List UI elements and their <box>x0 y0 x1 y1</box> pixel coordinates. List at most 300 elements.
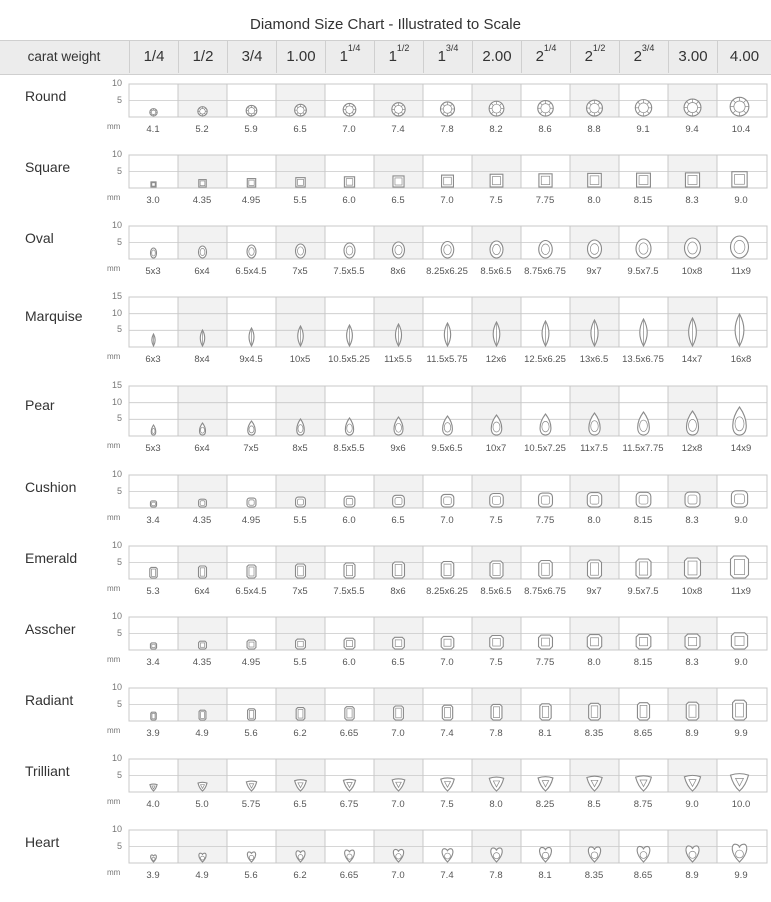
carat-fraction: 1/4 <box>347 43 361 53</box>
shape-name-round: Round <box>25 88 67 104</box>
carat-whole: 1 <box>388 48 397 65</box>
size-label: 12x8 <box>681 443 703 454</box>
size-label: 11.5x7.75 <box>622 443 664 454</box>
size-label: 4.9 <box>195 728 209 739</box>
size-label: 9x7 <box>586 266 602 277</box>
diamond-mark <box>199 499 207 507</box>
size-label: 3.4 <box>146 515 160 526</box>
size-label: 8.1 <box>538 728 552 739</box>
diamond-mark <box>347 325 353 346</box>
size-label: 8.1 <box>538 870 552 881</box>
diamond-mark <box>491 704 502 720</box>
diamond-mark <box>199 641 207 649</box>
size-label: 11x5.5 <box>384 354 412 365</box>
diamond-mark <box>489 101 504 116</box>
size-label: 7x5 <box>243 443 259 454</box>
diamond-mark <box>393 242 405 258</box>
diamond-mark <box>345 707 354 720</box>
diamond-mark <box>394 706 404 720</box>
mm-unit-label: mm <box>107 352 121 361</box>
chart-title: Diamond Size Chart - Illustrated to Scale <box>250 16 521 33</box>
diamond-mark <box>296 497 306 507</box>
diamond-mark <box>635 100 651 116</box>
size-label: 5.75 <box>241 799 261 810</box>
diamond-mark <box>344 563 355 578</box>
size-label: 4.95 <box>241 195 261 206</box>
diamond-mark <box>344 243 355 258</box>
carat-header-cell: 2.00 <box>472 40 521 73</box>
size-label: 10x5 <box>289 354 311 365</box>
size-label: 6.2 <box>293 870 307 881</box>
diamond-mark <box>442 175 454 187</box>
carat-fraction: 1/2 <box>592 43 606 53</box>
diamond-mark <box>393 637 405 649</box>
size-label: 8.25x6.25 <box>426 266 468 277</box>
axis-tick: 10 <box>111 78 122 88</box>
size-label: 8.0 <box>587 657 601 668</box>
shape-name-heart: Heart <box>25 834 60 850</box>
diamond-mark <box>685 173 699 187</box>
mm-unit-label: mm <box>107 122 121 131</box>
mm-unit-label: mm <box>107 797 121 806</box>
diamond-mark <box>636 559 651 578</box>
mm-unit-label: mm <box>107 513 121 522</box>
diamond-mark <box>539 493 553 507</box>
diamond-mark <box>441 242 454 259</box>
shape-name-trilliant: Trilliant <box>25 763 70 779</box>
diamond-mark <box>296 708 305 720</box>
carat-fraction: 3/4 <box>445 43 459 53</box>
diamond-mark <box>685 492 700 507</box>
size-label: 8x4 <box>194 354 210 365</box>
diamond-mark <box>538 101 553 116</box>
diamond-mark <box>151 712 156 720</box>
size-label: 7x5 <box>292 266 308 277</box>
shape-name-pear: Pear <box>25 397 55 413</box>
size-label: 12.5x6.25 <box>524 354 566 365</box>
size-label: 11x9 <box>731 266 751 277</box>
size-label: 6.0 <box>342 657 356 668</box>
size-label: 8.0 <box>587 515 601 526</box>
axis-tick: 15 <box>111 380 122 390</box>
size-label: 3.9 <box>146 728 160 739</box>
diamond-mark <box>588 240 602 258</box>
size-label: 8x5 <box>292 443 308 454</box>
diamond-mark <box>490 561 503 578</box>
diamond-mark <box>686 702 698 720</box>
size-label: 8.15 <box>633 657 653 668</box>
size-label: 6.5 <box>391 657 405 668</box>
axis-tick: 10 <box>111 824 122 834</box>
diamond-mark <box>296 244 306 258</box>
size-label: 5.9 <box>244 124 258 135</box>
diamond-mark <box>247 498 256 507</box>
size-label: 8x6 <box>390 266 406 277</box>
size-label: 8x6 <box>390 586 406 597</box>
axis-tick: 10 <box>111 682 122 692</box>
carat-fraction: 3/4 <box>641 43 655 53</box>
size-label: 3.9 <box>146 870 160 881</box>
carat-header-cell: 1/4 <box>129 40 178 73</box>
size-label: 7.0 <box>342 124 356 135</box>
diamond-mark <box>540 704 551 720</box>
diamond-mark <box>685 634 700 649</box>
carat-header-cell: 3/4 <box>227 40 276 73</box>
size-label: 9.5x6.5 <box>431 443 463 454</box>
diamond-mark <box>636 634 651 649</box>
diamond-mark <box>199 180 206 187</box>
diamond-mark <box>636 492 651 507</box>
size-label: 7.4 <box>440 728 454 739</box>
diamond-mark <box>685 238 701 258</box>
size-label: 8.3 <box>685 195 699 206</box>
diamond-mark <box>539 174 552 187</box>
size-label: 6.0 <box>342 195 356 206</box>
size-label: 10.4 <box>731 124 751 135</box>
size-label: 4.35 <box>192 515 212 526</box>
diamond-mark <box>588 173 602 187</box>
axis-tick: 10 <box>111 540 122 550</box>
carat-whole: 2 <box>633 48 642 65</box>
size-label: 7.8 <box>489 870 503 881</box>
size-label: 8.15 <box>633 195 653 206</box>
size-label: 7x5 <box>292 586 308 597</box>
size-label: 8.3 <box>685 515 699 526</box>
size-label: 8.8 <box>587 124 601 135</box>
axis-tick: 5 <box>116 556 122 567</box>
size-label: 6x4 <box>194 266 210 277</box>
diamond-mark <box>392 103 405 116</box>
size-label: 6x4 <box>194 443 210 454</box>
diamond-mark <box>637 703 649 720</box>
size-label: 6.5 <box>293 799 307 810</box>
carat-header-cell: 1.00 <box>276 40 325 73</box>
size-label: 11x9 <box>731 586 751 597</box>
size-label: 8.5x5.5 <box>333 443 365 454</box>
size-label: 9.0 <box>734 515 748 526</box>
size-label: 11x7.5 <box>580 443 608 454</box>
diamond-mark <box>587 100 603 116</box>
size-label: 8.5x6.5 <box>480 266 512 277</box>
axis-tick: 5 <box>116 840 122 851</box>
size-label: 8.0 <box>489 799 503 810</box>
diamond-mark <box>587 493 601 507</box>
size-label: 4.35 <box>192 195 212 206</box>
size-label: 7.75 <box>535 657 555 668</box>
diamond-mark <box>295 104 307 116</box>
size-label: 10x8 <box>681 266 703 277</box>
size-label: 5x3 <box>145 443 161 454</box>
size-label: 6.2 <box>293 728 307 739</box>
size-label: 7.8 <box>489 728 503 739</box>
diamond-mark <box>442 705 452 720</box>
size-label: 10x8 <box>681 586 703 597</box>
size-label: 3.0 <box>146 195 160 206</box>
size-label: 5x3 <box>145 266 161 277</box>
diamond-mark <box>247 179 255 187</box>
size-label: 8.9 <box>685 870 699 881</box>
size-label: 8.9 <box>685 728 699 739</box>
diamond-mark <box>490 241 503 258</box>
size-label: 8.5x6.5 <box>480 586 512 597</box>
diamond-mark <box>247 565 256 578</box>
size-label: 4.95 <box>241 515 261 526</box>
size-label: 13.5x6.75 <box>622 354 664 365</box>
diamond-mark <box>730 97 749 116</box>
axis-tick: 10 <box>111 396 122 407</box>
size-label: 9.0 <box>685 799 699 810</box>
size-label: 8.15 <box>633 515 653 526</box>
diamond-mark <box>150 501 156 507</box>
mm-unit-label: mm <box>107 264 121 273</box>
size-label: 6.5 <box>293 124 307 135</box>
size-label: 9.9 <box>734 870 748 881</box>
mm-unit-label: mm <box>107 868 121 877</box>
size-label: 8.75x6.75 <box>524 266 566 277</box>
diamond-mark <box>636 239 651 258</box>
size-label: 4.35 <box>192 657 212 668</box>
size-label: 6x4 <box>194 586 210 597</box>
size-label: 6.0 <box>342 515 356 526</box>
size-label: 7.5 <box>440 799 454 810</box>
axis-tick: 10 <box>111 220 122 230</box>
size-label: 5.5 <box>293 515 307 526</box>
axis-tick: 5 <box>116 769 122 780</box>
size-label: 7.4 <box>440 870 454 881</box>
diamond-mark <box>150 643 156 649</box>
diamond-mark <box>731 556 749 578</box>
size-label: 8.2 <box>489 124 503 135</box>
size-label: 10.5x7.25 <box>524 443 566 454</box>
axis-tick: 10 <box>111 149 122 159</box>
carat-header-cell: 4.00 <box>717 40 771 73</box>
size-label: 9.4 <box>685 124 699 135</box>
size-label: 7.0 <box>440 515 454 526</box>
size-label: 14x9 <box>730 443 752 454</box>
diamond-mark <box>731 491 747 507</box>
diamond-mark <box>587 635 601 649</box>
size-label: 9x7 <box>586 586 602 597</box>
diamond-mark <box>539 635 553 649</box>
size-label: 7.4 <box>391 124 405 135</box>
size-label: 8.6 <box>538 124 552 135</box>
axis-tick: 5 <box>116 698 122 709</box>
shape-name-oval: Oval <box>25 230 54 246</box>
axis-tick: 5 <box>116 236 122 247</box>
size-label: 5.6 <box>244 870 258 881</box>
diamond-mark <box>343 103 356 116</box>
shape-name-cushion: Cushion <box>25 479 77 495</box>
size-label: 6.5x4.5 <box>235 586 267 597</box>
diamond-mark <box>296 178 305 187</box>
size-label: 7.0 <box>440 195 454 206</box>
diamond-mark <box>589 703 601 720</box>
size-label: 9.0 <box>734 657 748 668</box>
axis-tick: 5 <box>116 485 122 496</box>
diamond-mark <box>684 99 701 116</box>
diamond-mark <box>441 636 454 649</box>
size-label: 10x7 <box>485 443 507 454</box>
mm-unit-label: mm <box>107 655 121 664</box>
diamond-mark <box>151 248 157 258</box>
mm-unit-label: mm <box>107 441 121 450</box>
diamond-mark <box>393 495 405 507</box>
size-label: 4.9 <box>195 870 209 881</box>
size-label: 7.5 <box>489 657 503 668</box>
diamond-mark <box>732 172 747 187</box>
size-label: 4.0 <box>146 799 160 810</box>
diamond-mark <box>539 241 553 259</box>
diamond-mark <box>490 494 504 508</box>
axis-tick: 5 <box>116 627 122 638</box>
size-label: 6.5 <box>391 195 405 206</box>
size-label: 12x6 <box>485 354 507 365</box>
diamond-mark <box>199 710 206 720</box>
diamond-mark <box>248 709 256 720</box>
size-label: 6.65 <box>339 870 359 881</box>
axis-tick: 5 <box>116 94 122 105</box>
axis-tick: 10 <box>111 611 122 621</box>
diamond-mark <box>395 324 401 346</box>
size-label: 4.1 <box>146 124 160 135</box>
size-label: 7.5x5.5 <box>333 586 365 597</box>
size-label: 7.0 <box>440 657 454 668</box>
size-label: 8.25x6.25 <box>426 586 468 597</box>
diamond-mark <box>685 558 701 578</box>
shape-name-emerald: Emerald <box>25 550 78 566</box>
diamond-mark <box>344 638 355 649</box>
diamond-mark <box>150 109 157 116</box>
diamond-mark <box>150 567 157 578</box>
diamond-mark <box>731 236 749 258</box>
size-label: 5.6 <box>244 728 258 739</box>
axis-tick: 5 <box>116 413 122 424</box>
shape-name-marquise: Marquise <box>25 308 83 324</box>
carat-whole: 1 <box>339 48 348 65</box>
diamond-mark <box>199 246 207 258</box>
size-label: 10.0 <box>731 799 751 810</box>
mm-unit-label: mm <box>107 726 121 735</box>
diamond-mark <box>152 334 155 346</box>
size-label: 9.5x7.5 <box>627 266 659 277</box>
size-label: 9x4.5 <box>239 354 263 365</box>
diamond-mark <box>588 560 602 578</box>
size-label: 8.75x6.75 <box>524 586 566 597</box>
size-label: 7.0 <box>391 728 405 739</box>
size-label: 7.5 <box>489 515 503 526</box>
carat-whole: 1 <box>437 48 446 65</box>
shape-name-square: Square <box>25 159 71 175</box>
diamond-mark <box>298 326 304 346</box>
size-label: 7.75 <box>535 515 555 526</box>
size-label: 7.0 <box>391 799 405 810</box>
diamond-mark <box>344 177 354 187</box>
size-label: 8.65 <box>633 870 653 881</box>
size-label: 8.3 <box>685 657 699 668</box>
axis-tick: 10 <box>111 307 122 318</box>
carat-whole: 2 <box>584 48 593 65</box>
carat-header-cell: 1/2 <box>178 40 227 73</box>
size-label: 5.2 <box>195 124 209 135</box>
diamond-mark <box>296 564 306 578</box>
mm-unit-label: mm <box>107 584 121 593</box>
size-label: 9.0 <box>734 195 748 206</box>
size-label: 16x8 <box>730 354 752 365</box>
diamond-mark <box>490 636 504 650</box>
size-label: 13x6.5 <box>579 354 609 365</box>
diamond-mark <box>490 174 503 187</box>
size-label: 8.0 <box>587 195 601 206</box>
diamond-mark <box>440 102 454 116</box>
size-label: 5.5 <box>293 657 307 668</box>
size-label: 9x6 <box>390 443 406 454</box>
size-label: 6.5 <box>391 515 405 526</box>
diamond-mark <box>151 182 156 187</box>
size-label: 9.9 <box>734 728 748 739</box>
diamond-mark <box>731 633 747 649</box>
diamond-mark <box>539 561 553 579</box>
mm-unit-label: mm <box>107 193 121 202</box>
diamond-mark <box>200 330 204 346</box>
size-label: 7.75 <box>535 195 555 206</box>
size-label: 9.5x7.5 <box>627 586 659 597</box>
size-label: 5.5 <box>293 195 307 206</box>
size-label: 10.5x5.25 <box>328 354 370 365</box>
axis-tick: 5 <box>116 165 122 176</box>
diamond-mark <box>247 640 256 649</box>
size-label: 6.5x4.5 <box>235 266 267 277</box>
diamond-mark <box>393 562 405 578</box>
size-label: 6x3 <box>145 354 161 365</box>
size-label: 6.65 <box>339 728 359 739</box>
axis-tick: 15 <box>111 291 122 301</box>
size-label: 7.5 <box>489 195 503 206</box>
size-label: 7.0 <box>391 870 405 881</box>
size-label: 7.5x5.5 <box>333 266 365 277</box>
diamond-mark <box>249 328 254 346</box>
size-label: 8.5 <box>587 799 601 810</box>
diamond-mark <box>441 562 454 579</box>
carat-weight-label: carat weight <box>27 49 101 64</box>
diamond-mark <box>246 105 257 116</box>
shape-name-asscher: Asscher <box>25 621 76 637</box>
size-label: 5.0 <box>195 799 209 810</box>
diamond-mark <box>344 496 355 507</box>
size-label: 8.35 <box>584 728 604 739</box>
carat-header-cell: 3.00 <box>668 40 717 73</box>
axis-tick: 10 <box>111 469 122 479</box>
size-label: 7.8 <box>440 124 454 135</box>
diamond-mark <box>247 245 256 258</box>
size-label: 3.4 <box>146 657 160 668</box>
carat-fraction: 1/2 <box>396 43 410 53</box>
size-label: 6.75 <box>339 799 359 810</box>
size-label: 9.1 <box>636 124 650 135</box>
carat-whole: 2 <box>535 48 544 65</box>
diamond-mark <box>199 566 207 578</box>
diamond-mark <box>198 107 207 116</box>
diamond-mark <box>393 176 404 187</box>
diamond-mark <box>441 494 454 507</box>
carat-fraction: 1/4 <box>543 43 557 53</box>
size-label: 8.75 <box>633 799 653 810</box>
diamond-mark <box>733 700 747 720</box>
size-label: 8.25 <box>535 799 555 810</box>
size-label: 14x7 <box>681 354 703 365</box>
size-label: 8.65 <box>633 728 653 739</box>
size-label: 11.5x5.75 <box>426 354 468 365</box>
size-label: 8.35 <box>584 870 604 881</box>
